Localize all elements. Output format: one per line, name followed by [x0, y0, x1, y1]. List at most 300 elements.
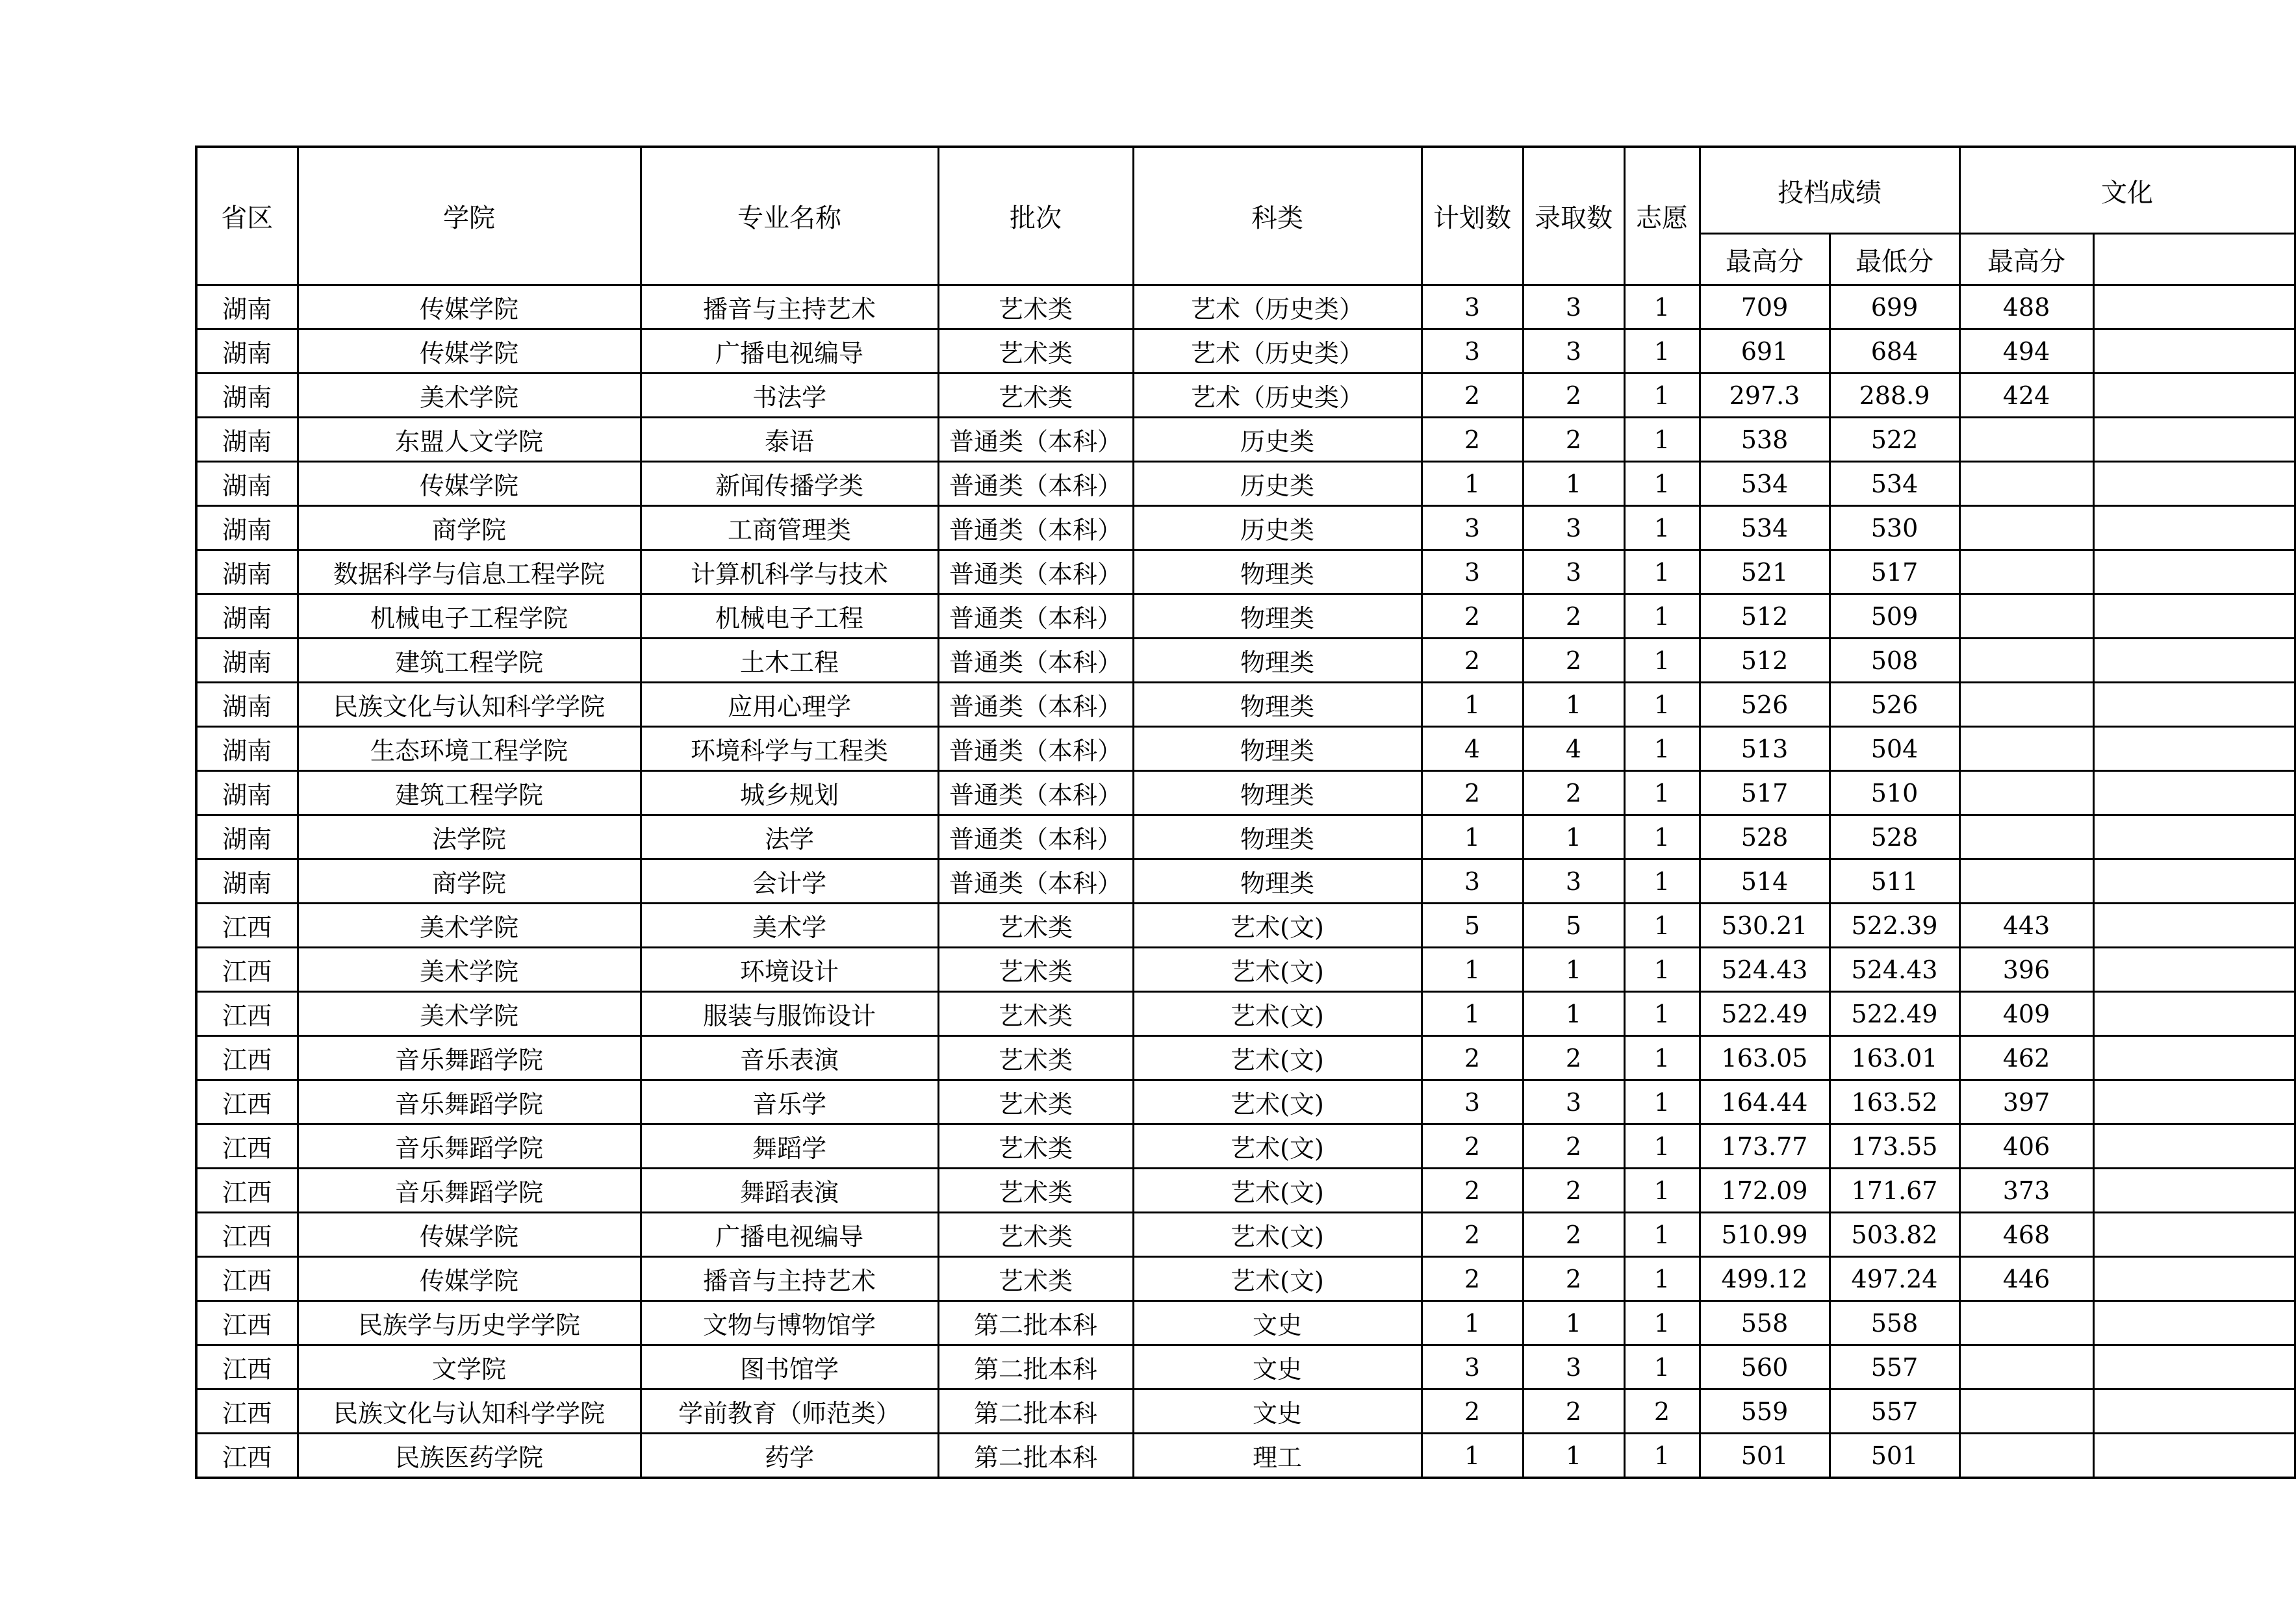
- header-plan: 计划数: [1422, 147, 1523, 285]
- table-row: [196, 1080, 2295, 1124]
- cell-category: 艺术（历史类）: [1133, 374, 1422, 418]
- cell-batch: 艺术类: [938, 948, 1133, 992]
- table-row: [196, 1213, 2295, 1257]
- cell-score-max: 709: [1700, 285, 1830, 329]
- cell-score-min: 509: [1830, 594, 1959, 639]
- cell-province: 湖南: [196, 771, 298, 815]
- cell-culture-max: [1959, 418, 2093, 462]
- cell-score-min: 173.55: [1830, 1124, 1959, 1169]
- header-volunteer: 志愿: [1624, 147, 1700, 285]
- cell-culture-max: [1959, 506, 2093, 550]
- cell-admitted: 5: [1523, 904, 1624, 948]
- cell-batch: 普通类（本科）: [938, 462, 1133, 506]
- cell-culture-min: [2093, 1124, 2295, 1169]
- cell-college: 生态环境工程学院: [298, 727, 641, 771]
- cell-score-max: 522.49: [1700, 992, 1830, 1036]
- cell-score-min: 497.24: [1830, 1257, 1959, 1301]
- cell-major: 图书馆学: [641, 1345, 938, 1389]
- cell-college: 建筑工程学院: [298, 639, 641, 683]
- cell-admitted: 1: [1523, 948, 1624, 992]
- cell-score-max: 517: [1700, 771, 1830, 815]
- cell-volunteer: 1: [1624, 683, 1700, 727]
- cell-major: 书法学: [641, 374, 938, 418]
- cell-admitted: 2: [1523, 594, 1624, 639]
- cell-college: 法学院: [298, 815, 641, 859]
- cell-score-max: 512: [1700, 594, 1830, 639]
- cell-volunteer: 1: [1624, 462, 1700, 506]
- table-row: [196, 329, 2295, 374]
- cell-culture-max: [1959, 771, 2093, 815]
- table-row: [196, 771, 2295, 815]
- cell-major: 舞蹈表演: [641, 1169, 938, 1213]
- cell-score-max: 514: [1700, 859, 1830, 904]
- table-row: [196, 1301, 2295, 1345]
- cell-score-max: 501: [1700, 1434, 1830, 1478]
- cell-culture-min: [2093, 285, 2295, 329]
- table-row: [196, 815, 2295, 859]
- table-row: [196, 683, 2295, 727]
- cell-admitted: 1: [1523, 683, 1624, 727]
- cell-score-max: 691: [1700, 329, 1830, 374]
- cell-admitted: 3: [1523, 285, 1624, 329]
- cell-culture-max: [1959, 550, 2093, 594]
- cell-plan: 1: [1422, 948, 1523, 992]
- cell-plan: 3: [1422, 1080, 1523, 1124]
- cell-culture-max: 409: [1959, 992, 2093, 1036]
- table-row: [196, 1036, 2295, 1080]
- cell-batch: 普通类（本科）: [938, 506, 1133, 550]
- cell-volunteer: 1: [1624, 1124, 1700, 1169]
- table-row: [196, 550, 2295, 594]
- cell-admitted: 2: [1523, 771, 1624, 815]
- table-row: [196, 1389, 2295, 1434]
- cell-score-max: 558: [1700, 1301, 1830, 1345]
- table-row: [196, 506, 2295, 550]
- cell-culture-max: [1959, 1301, 2093, 1345]
- cell-college: 音乐舞蹈学院: [298, 1124, 641, 1169]
- cell-culture-min: [2093, 904, 2295, 948]
- cell-score-min: 511: [1830, 859, 1959, 904]
- cell-major: 播音与主持艺术: [641, 1257, 938, 1301]
- cell-score-max: 559: [1700, 1389, 1830, 1434]
- cell-score-max: 560: [1700, 1345, 1830, 1389]
- cell-volunteer: 1: [1624, 727, 1700, 771]
- cell-category: 理工: [1133, 1434, 1422, 1478]
- cell-score-max: 513: [1700, 727, 1830, 771]
- cell-culture-min: [2093, 1169, 2295, 1213]
- cell-culture-min: [2093, 992, 2295, 1036]
- cell-plan: 2: [1422, 1036, 1523, 1080]
- cell-category: 艺术(文): [1133, 1257, 1422, 1301]
- cell-batch: 普通类（本科）: [938, 727, 1133, 771]
- cell-batch: 艺术类: [938, 374, 1133, 418]
- cell-major: 应用心理学: [641, 683, 938, 727]
- cell-score-min: 522.39: [1830, 904, 1959, 948]
- cell-score-min: 503.82: [1830, 1213, 1959, 1257]
- table-row: [196, 374, 2295, 418]
- table-row: [196, 904, 2295, 948]
- cell-volunteer: 1: [1624, 904, 1700, 948]
- cell-college: 传媒学院: [298, 285, 641, 329]
- cell-score-min: 558: [1830, 1301, 1959, 1345]
- cell-province: 湖南: [196, 418, 298, 462]
- cell-culture-min: [2093, 550, 2295, 594]
- cell-score-max: 297.3: [1700, 374, 1830, 418]
- cell-volunteer: 1: [1624, 1345, 1700, 1389]
- table-row: [196, 859, 2295, 904]
- cell-batch: 艺术类: [938, 992, 1133, 1036]
- cell-admitted: 2: [1523, 1036, 1624, 1080]
- cell-admitted: 1: [1523, 1301, 1624, 1345]
- cell-score-min: 684: [1830, 329, 1959, 374]
- cell-college: 传媒学院: [298, 329, 641, 374]
- cell-batch: 艺术类: [938, 285, 1133, 329]
- cell-major: 环境科学与工程类: [641, 727, 938, 771]
- cell-major: 法学: [641, 815, 938, 859]
- cell-culture-min: [2093, 1434, 2295, 1478]
- cell-major: 城乡规划: [641, 771, 938, 815]
- cell-volunteer: 1: [1624, 418, 1700, 462]
- cell-culture-min: [2093, 1257, 2295, 1301]
- cell-category: 艺术(文): [1133, 992, 1422, 1036]
- cell-major: 新闻传播学类: [641, 462, 938, 506]
- cell-volunteer: 1: [1624, 374, 1700, 418]
- cell-score-max: 530.21: [1700, 904, 1830, 948]
- cell-culture-max: [1959, 727, 2093, 771]
- cell-category: 文史: [1133, 1301, 1422, 1345]
- cell-culture-max: 406: [1959, 1124, 2093, 1169]
- cell-culture-max: [1959, 1345, 2093, 1389]
- cell-category: 物理类: [1133, 550, 1422, 594]
- cell-admitted: 3: [1523, 1080, 1624, 1124]
- cell-major: 会计学: [641, 859, 938, 904]
- table-body: [196, 285, 2295, 1478]
- cell-batch: 普通类（本科）: [938, 859, 1133, 904]
- cell-score-min: 171.67: [1830, 1169, 1959, 1213]
- cell-college: 东盟人文学院: [298, 418, 641, 462]
- cell-admitted: 3: [1523, 1345, 1624, 1389]
- cell-province: 江西: [196, 992, 298, 1036]
- cell-major: 计算机科学与技术: [641, 550, 938, 594]
- cell-category: 文史: [1133, 1389, 1422, 1434]
- cell-volunteer: 1: [1624, 639, 1700, 683]
- cell-province: 湖南: [196, 506, 298, 550]
- cell-plan: 1: [1422, 1434, 1523, 1478]
- cell-province: 湖南: [196, 815, 298, 859]
- cell-culture-max: 396: [1959, 948, 2093, 992]
- cell-province: 江西: [196, 1124, 298, 1169]
- cell-province: 江西: [196, 1434, 298, 1478]
- cell-admitted: 1: [1523, 815, 1624, 859]
- cell-major: 舞蹈学: [641, 1124, 938, 1169]
- table-row: [196, 1434, 2295, 1478]
- cell-college: 民族文化与认知科学学院: [298, 683, 641, 727]
- cell-score-max: 524.43: [1700, 948, 1830, 992]
- cell-province: 湖南: [196, 462, 298, 506]
- cell-culture-max: 446: [1959, 1257, 2093, 1301]
- cell-admitted: 1: [1523, 992, 1624, 1036]
- cell-score-min: 522.49: [1830, 992, 1959, 1036]
- cell-volunteer: 1: [1624, 506, 1700, 550]
- cell-category: 艺术（历史类）: [1133, 285, 1422, 329]
- header-score-min: 最低分: [1830, 234, 1959, 285]
- cell-plan: 4: [1422, 727, 1523, 771]
- cell-plan: 1: [1422, 1301, 1523, 1345]
- cell-score-max: 521: [1700, 550, 1830, 594]
- cell-province: 湖南: [196, 727, 298, 771]
- cell-admitted: 2: [1523, 1213, 1624, 1257]
- cell-batch: 第二批本科: [938, 1345, 1133, 1389]
- cell-culture-min: [2093, 1080, 2295, 1124]
- cell-score-min: 508: [1830, 639, 1959, 683]
- cell-category: 艺术(文): [1133, 1124, 1422, 1169]
- cell-score-min: 530: [1830, 506, 1959, 550]
- cell-province: 江西: [196, 1257, 298, 1301]
- cell-plan: 2: [1422, 771, 1523, 815]
- cell-score-min: 528: [1830, 815, 1959, 859]
- cell-plan: 3: [1422, 329, 1523, 374]
- header-college: 学院: [298, 147, 641, 285]
- cell-culture-max: [1959, 815, 2093, 859]
- cell-plan: 3: [1422, 285, 1523, 329]
- cell-culture-min: [2093, 1301, 2295, 1345]
- cell-major: 机械电子工程: [641, 594, 938, 639]
- cell-category: 物理类: [1133, 859, 1422, 904]
- cell-batch: 普通类（本科）: [938, 815, 1133, 859]
- cell-province: 湖南: [196, 639, 298, 683]
- cell-category: 艺术(文): [1133, 948, 1422, 992]
- cell-category: 艺术(文): [1133, 904, 1422, 948]
- cell-province: 江西: [196, 1301, 298, 1345]
- cell-plan: 2: [1422, 639, 1523, 683]
- cell-major: 播音与主持艺术: [641, 285, 938, 329]
- cell-admitted: 4: [1523, 727, 1624, 771]
- cell-volunteer: 1: [1624, 1080, 1700, 1124]
- cell-admitted: 3: [1523, 859, 1624, 904]
- cell-category: 物理类: [1133, 771, 1422, 815]
- cell-major: 环境设计: [641, 948, 938, 992]
- cell-culture-min: [2093, 1213, 2295, 1257]
- cell-score-max: 164.44: [1700, 1080, 1830, 1124]
- cell-plan: 3: [1422, 1345, 1523, 1389]
- cell-volunteer: 1: [1624, 594, 1700, 639]
- cell-culture-min: [2093, 506, 2295, 550]
- cell-college: 传媒学院: [298, 1213, 641, 1257]
- cell-batch: 艺术类: [938, 1124, 1133, 1169]
- header-culture-max: 最高分: [1959, 234, 2093, 285]
- cell-volunteer: 1: [1624, 992, 1700, 1036]
- cell-category: 物理类: [1133, 683, 1422, 727]
- cell-culture-max: 462: [1959, 1036, 2093, 1080]
- cell-score-max: 538: [1700, 418, 1830, 462]
- cell-culture-min: [2093, 727, 2295, 771]
- cell-culture-max: 443: [1959, 904, 2093, 948]
- cell-admitted: 2: [1523, 1257, 1624, 1301]
- cell-major: 土木工程: [641, 639, 938, 683]
- cell-volunteer: 1: [1624, 1213, 1700, 1257]
- cell-major: 文物与博物馆学: [641, 1301, 938, 1345]
- table-row: [196, 1257, 2295, 1301]
- cell-college: 音乐舞蹈学院: [298, 1080, 641, 1124]
- cell-province: 江西: [196, 1036, 298, 1080]
- cell-score-min: 288.9: [1830, 374, 1959, 418]
- cell-volunteer: 1: [1624, 285, 1700, 329]
- cell-category: 历史类: [1133, 418, 1422, 462]
- cell-batch: 艺术类: [938, 1080, 1133, 1124]
- cell-score-max: 528: [1700, 815, 1830, 859]
- cell-culture-min: [2093, 683, 2295, 727]
- cell-culture-min: [2093, 859, 2295, 904]
- cell-category: 文史: [1133, 1345, 1422, 1389]
- header-culture-min: [2093, 234, 2295, 285]
- cell-score-max: 510.99: [1700, 1213, 1830, 1257]
- cell-culture-min: [2093, 1345, 2295, 1389]
- cell-culture-max: 373: [1959, 1169, 2093, 1213]
- cell-culture-min: [2093, 462, 2295, 506]
- cell-college: 美术学院: [298, 904, 641, 948]
- cell-major: 广播电视编导: [641, 1213, 938, 1257]
- cell-plan: 3: [1422, 859, 1523, 904]
- cell-plan: 5: [1422, 904, 1523, 948]
- table-row: [196, 462, 2295, 506]
- cell-culture-max: [1959, 1389, 2093, 1434]
- admission-table: [195, 146, 2296, 1479]
- cell-culture-min: [2093, 594, 2295, 639]
- cell-volunteer: 1: [1624, 948, 1700, 992]
- cell-culture-max: 424: [1959, 374, 2093, 418]
- table-row: [196, 418, 2295, 462]
- cell-college: 民族文化与认知科学学院: [298, 1389, 641, 1434]
- header-admitted: 录取数: [1523, 147, 1624, 285]
- cell-admitted: 2: [1523, 418, 1624, 462]
- cell-batch: 艺术类: [938, 1036, 1133, 1080]
- cell-major: 广播电视编导: [641, 329, 938, 374]
- cell-volunteer: 1: [1624, 1301, 1700, 1345]
- cell-plan: 2: [1422, 418, 1523, 462]
- cell-culture-min: [2093, 948, 2295, 992]
- table-row: [196, 1124, 2295, 1169]
- cell-culture-min: [2093, 815, 2295, 859]
- cell-culture-min: [2093, 418, 2295, 462]
- cell-admitted: 3: [1523, 550, 1624, 594]
- cell-score-min: 504: [1830, 727, 1959, 771]
- cell-batch: 艺术类: [938, 1213, 1133, 1257]
- cell-category: 艺术(文): [1133, 1213, 1422, 1257]
- cell-major: 服装与服饰设计: [641, 992, 938, 1036]
- cell-score-max: 173.77: [1700, 1124, 1830, 1169]
- cell-admitted: 2: [1523, 1389, 1624, 1434]
- cell-batch: 普通类（本科）: [938, 550, 1133, 594]
- cell-admitted: 2: [1523, 1169, 1624, 1213]
- table-row: [196, 1345, 2295, 1389]
- cell-score-min: 699: [1830, 285, 1959, 329]
- cell-college: 美术学院: [298, 992, 641, 1036]
- cell-culture-max: 488: [1959, 285, 2093, 329]
- cell-major: 音乐学: [641, 1080, 938, 1124]
- cell-province: 江西: [196, 904, 298, 948]
- cell-province: 湖南: [196, 374, 298, 418]
- cell-batch: 艺术类: [938, 904, 1133, 948]
- header-category: 科类: [1133, 147, 1422, 285]
- cell-volunteer: 1: [1624, 1257, 1700, 1301]
- cell-plan: 2: [1422, 1124, 1523, 1169]
- cell-culture-max: 397: [1959, 1080, 2093, 1124]
- cell-admitted: 1: [1523, 1434, 1624, 1478]
- cell-volunteer: 1: [1624, 859, 1700, 904]
- cell-plan: 1: [1422, 992, 1523, 1036]
- cell-score-min: 522: [1830, 418, 1959, 462]
- cell-volunteer: 2: [1624, 1389, 1700, 1434]
- cell-province: 江西: [196, 948, 298, 992]
- cell-category: 物理类: [1133, 815, 1422, 859]
- cell-batch: 艺术类: [938, 1257, 1133, 1301]
- cell-province: 湖南: [196, 859, 298, 904]
- cell-volunteer: 1: [1624, 1169, 1700, 1213]
- cell-category: 艺术(文): [1133, 1080, 1422, 1124]
- cell-score-max: 163.05: [1700, 1036, 1830, 1080]
- cell-score-max: 534: [1700, 506, 1830, 550]
- cell-score-max: 499.12: [1700, 1257, 1830, 1301]
- cell-plan: 2: [1422, 594, 1523, 639]
- cell-volunteer: 1: [1624, 1434, 1700, 1478]
- cell-college: 音乐舞蹈学院: [298, 1169, 641, 1213]
- cell-province: 江西: [196, 1213, 298, 1257]
- header-batch: 批次: [938, 147, 1133, 285]
- cell-batch: 普通类（本科）: [938, 594, 1133, 639]
- cell-score-min: 510: [1830, 771, 1959, 815]
- admission-table-container: [195, 146, 2153, 1529]
- cell-admitted: 2: [1523, 639, 1624, 683]
- cell-college: 传媒学院: [298, 462, 641, 506]
- table-row: [196, 992, 2295, 1036]
- cell-batch: 普通类（本科）: [938, 418, 1133, 462]
- cell-culture-min: [2093, 1036, 2295, 1080]
- cell-category: 历史类: [1133, 462, 1422, 506]
- cell-plan: 3: [1422, 550, 1523, 594]
- cell-culture-min: [2093, 1389, 2295, 1434]
- table-row: [196, 1169, 2295, 1213]
- table-row: [196, 285, 2295, 329]
- cell-category: 物理类: [1133, 639, 1422, 683]
- cell-plan: 2: [1422, 1389, 1523, 1434]
- cell-province: 江西: [196, 1389, 298, 1434]
- cell-score-min: 557: [1830, 1345, 1959, 1389]
- cell-batch: 第二批本科: [938, 1301, 1133, 1345]
- cell-college: 文学院: [298, 1345, 641, 1389]
- cell-province: 江西: [196, 1080, 298, 1124]
- cell-plan: 1: [1422, 462, 1523, 506]
- cell-culture-min: [2093, 771, 2295, 815]
- cell-admitted: 2: [1523, 374, 1624, 418]
- cell-score-min: 534: [1830, 462, 1959, 506]
- table-row: [196, 594, 2295, 639]
- cell-province: 湖南: [196, 285, 298, 329]
- cell-college: 美术学院: [298, 374, 641, 418]
- header-province: 省区: [196, 147, 298, 285]
- cell-category: 物理类: [1133, 594, 1422, 639]
- cell-province: 湖南: [196, 550, 298, 594]
- cell-culture-max: 494: [1959, 329, 2093, 374]
- cell-batch: 第二批本科: [938, 1434, 1133, 1478]
- cell-category: 艺术（历史类）: [1133, 329, 1422, 374]
- cell-plan: 2: [1422, 1257, 1523, 1301]
- cell-plan: 2: [1422, 374, 1523, 418]
- cell-score-max: 534: [1700, 462, 1830, 506]
- cell-college: 商学院: [298, 859, 641, 904]
- cell-college: 建筑工程学院: [298, 771, 641, 815]
- cell-province: 湖南: [196, 594, 298, 639]
- cell-plan: 2: [1422, 1169, 1523, 1213]
